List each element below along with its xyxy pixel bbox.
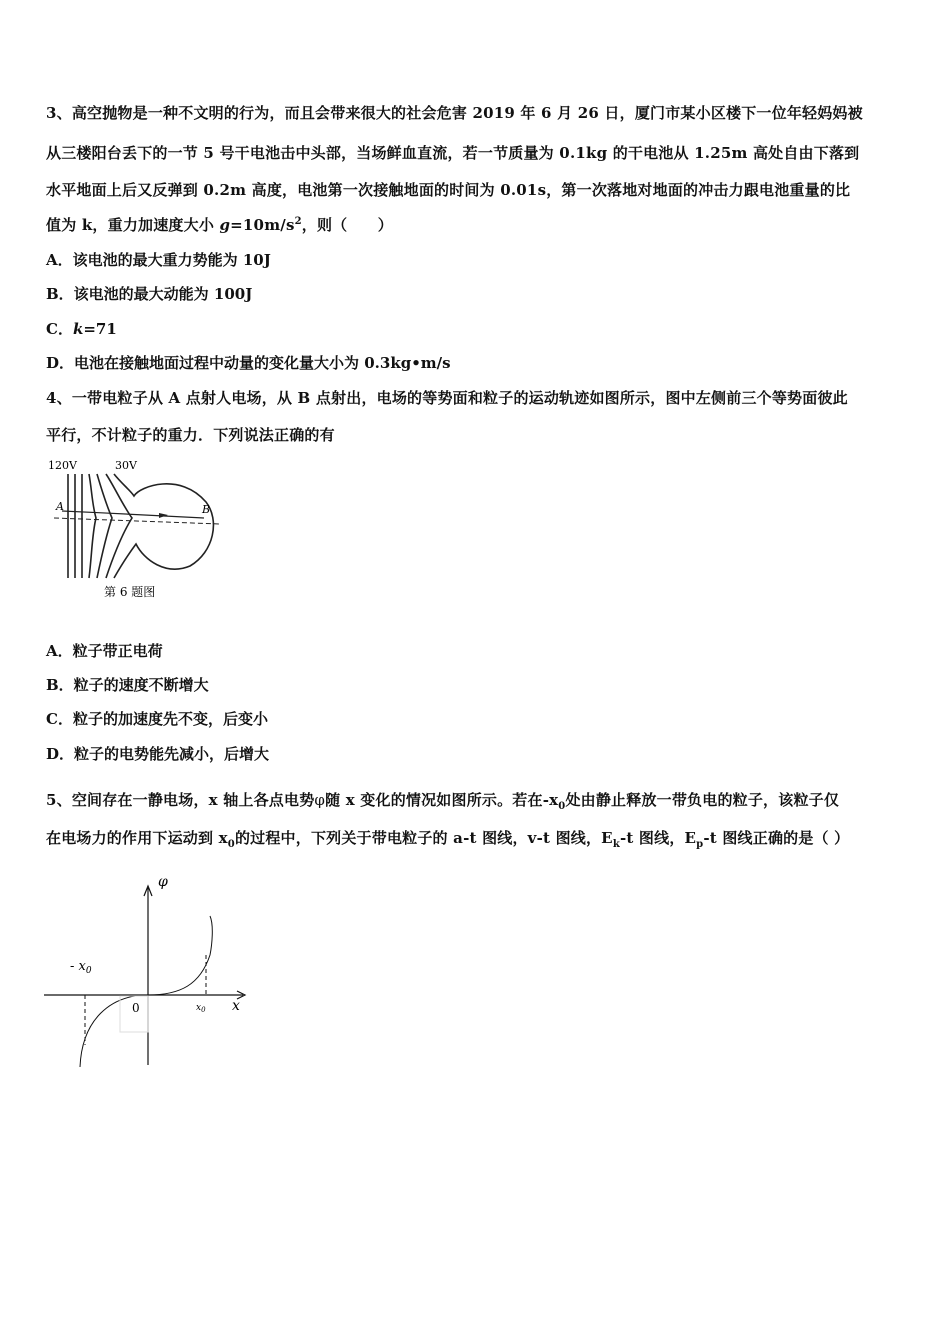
- q3-option-c-post: =71: [83, 320, 117, 338]
- q4-label-30v: 30V: [115, 459, 137, 472]
- q5-line-2-sub0: 0: [227, 839, 235, 850]
- q4-equipotential-curve: [89, 474, 96, 578]
- q3-option-d: D．电池在接触地面过程中动量的变化量大小为 0.3kg•m/s: [46, 354, 451, 372]
- q4-equipotential-bulb: [114, 474, 213, 578]
- q5-line-2-mid: 的过程中，下列关于带电粒子的 a-t 图线，v-t 图线，E: [234, 829, 613, 847]
- q5-line-1-mid: 随 x 变化的情况如图所示。若在-x: [325, 791, 559, 809]
- q5-label-phi: φ: [158, 874, 168, 890]
- q5-label-x0: $x_0$: [196, 1003, 206, 1014]
- q5-line-2: [46, 827, 849, 850]
- q5-potential-graph: [40, 870, 260, 1075]
- q4-trajectory-arrow-icon: [159, 513, 168, 518]
- q5-label-neg-x0: - $x_0$: [70, 959, 92, 976]
- q3-option-a: A．该电池的最大重力势能为 10J: [46, 251, 271, 269]
- q4-option-a: A．粒子带正电荷: [46, 642, 163, 660]
- q3-line-4-pre: 值为 k，重力加速度大小: [46, 216, 220, 234]
- q5-line-2-mid2: -t 图线，E: [619, 829, 697, 847]
- q3-line-2: 从三楼阳台丢下的一节 5 号干电池击中头部，当场鲜血直流，若一节质量为 0.1kg 的干电池从 1.25m 高处自由下落到: [46, 144, 860, 162]
- q3-symbol-g: g: [219, 216, 231, 234]
- q3-line-4: [46, 214, 393, 235]
- q4-figure-caption: 第 6 题图: [104, 585, 156, 599]
- q4-option-d: D．粒子的电势能先减小，后增大: [46, 745, 270, 763]
- q3-option-c: [46, 318, 117, 339]
- q3-line-3: 水平地面上后又反弹到 0.2m 高度，电池第一次接触地面的时间为 0.01s，第一次落地对地面的冲击力跟电池重量的比: [46, 181, 851, 199]
- q5-line-2-subp: p: [696, 839, 704, 850]
- q5-line-1: [46, 789, 839, 812]
- q4-line-2: 平行，不计粒子的重力．下列说法正确的有: [46, 426, 335, 444]
- q5-line-2-pre: 在电场力的作用下运动到 x: [46, 829, 228, 847]
- q5-label-x: x: [232, 998, 240, 1014]
- q3-option-b: B．该电池的最大动能为 100J: [46, 285, 253, 303]
- q5-line-1-pre: 5、空间存在一静电场，x 轴上各点电势: [46, 791, 315, 809]
- q3-line-4-post: ，则（ ）: [301, 216, 393, 234]
- q4-line-1: 4、一带电粒子从 A 点射人电场，从 B 点射出，电场的等势面和粒子的运动轨迹如图所示，图中左侧前三个等势面彼此: [46, 389, 848, 407]
- q4-option-c: C．粒子的加速度先不变，后变小: [46, 710, 268, 728]
- q5-label-origin: 0: [132, 1001, 140, 1015]
- q4-trajectory: [62, 511, 204, 518]
- q4-parallel-equipotentials: [68, 474, 213, 578]
- q4-label-a: A: [56, 500, 64, 513]
- q4-dashed-axis: [54, 518, 220, 524]
- q4-option-b: B．粒子的速度不断增大: [46, 676, 209, 694]
- q4-label-120v: 120V: [48, 459, 77, 472]
- q5-line-1-post: 处由静止释放一带负电的粒子，该粒子仅: [565, 791, 840, 809]
- q5-line-1-sub: 0: [558, 801, 566, 812]
- q4-equipotential-curve: [97, 474, 112, 578]
- q4-equipotential-figure: [40, 456, 230, 606]
- q4-label-b: B: [202, 503, 211, 516]
- q5-line-2-post: -t 图线正确的是（ ）: [703, 829, 850, 847]
- q5-line-2-subk: k: [612, 839, 620, 850]
- q5-phi-symbol: φ: [314, 791, 326, 809]
- q3-line-1: 3、高空抛物是一种不文明的行为，而且会带来很大的社会危害 2019 年 6 月 26 日，厦门市某小区楼下一位年轻妈妈被: [46, 104, 863, 122]
- q3-option-c-pre: C．: [46, 320, 73, 338]
- q3-line-4-mid: =10m/s: [230, 216, 295, 234]
- q5-potential-curve: [80, 916, 212, 1067]
- q3-exponent: 2: [294, 216, 302, 227]
- q3-option-c-k: k: [72, 320, 84, 338]
